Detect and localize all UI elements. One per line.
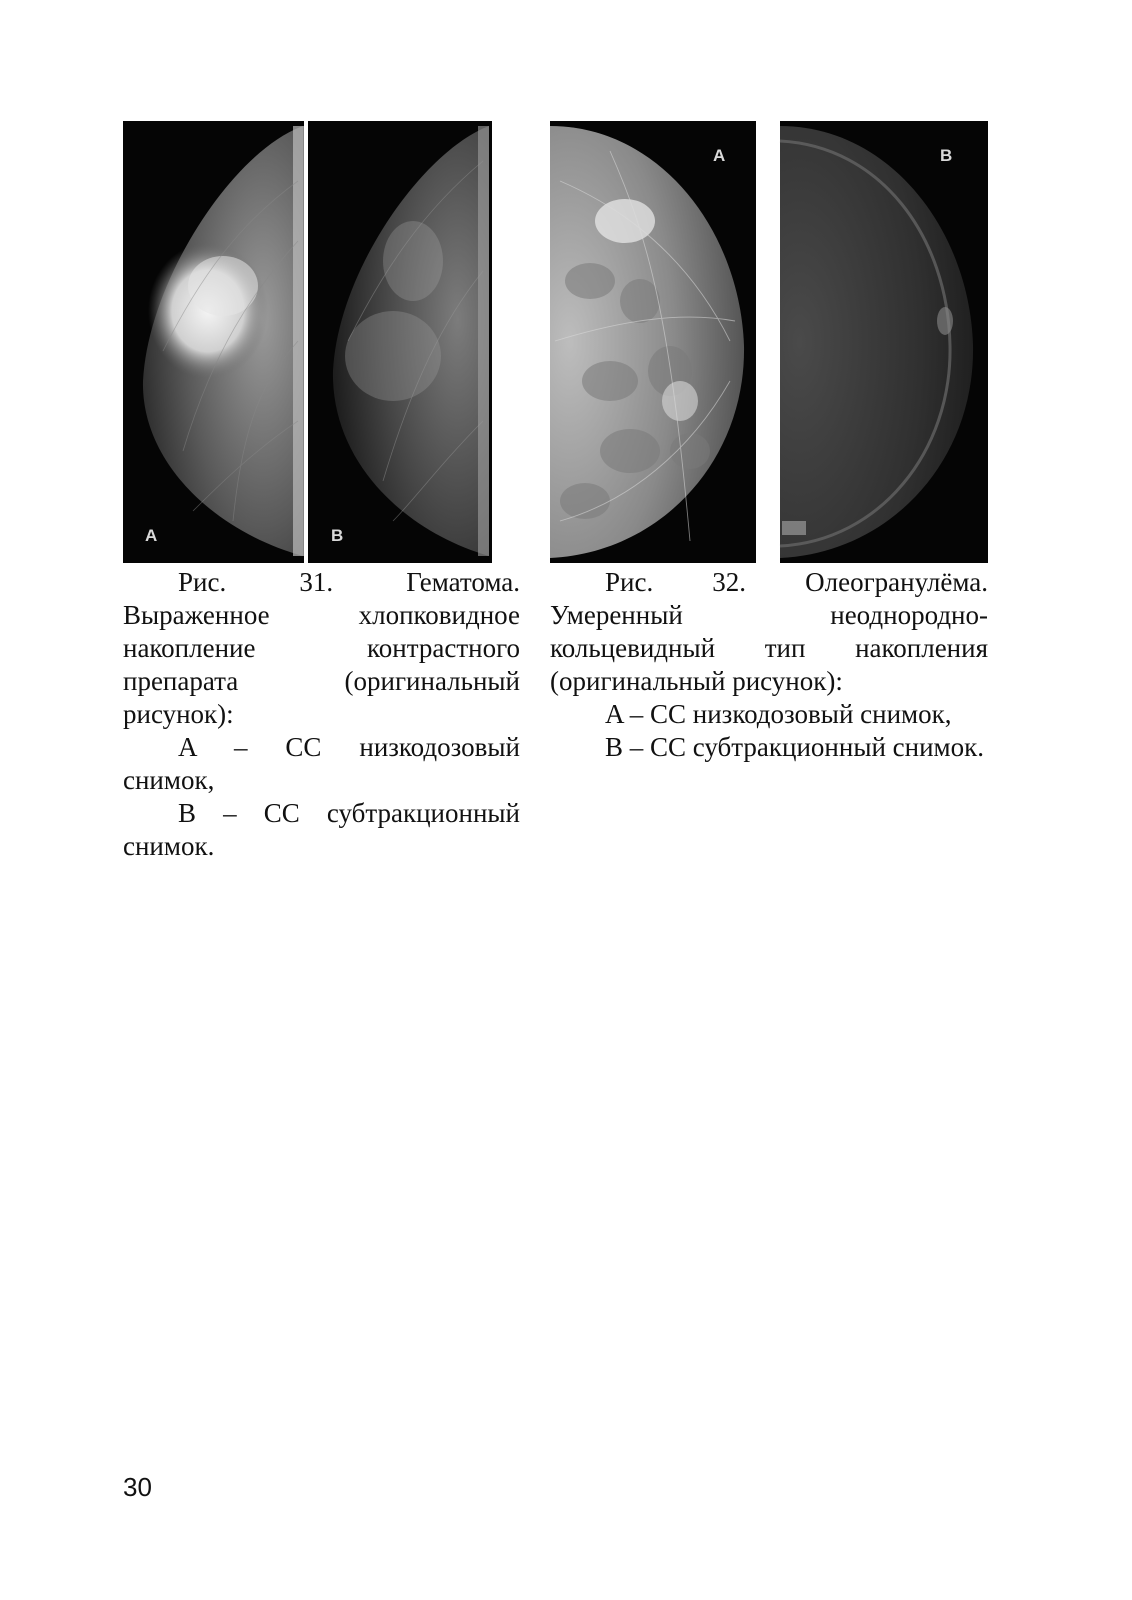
- figure-32-caption-title: Рис. 32. Олеогранулёма. Умеренный неоднородно-кольцевидный тип накопления (оригинальный рисунок):: [550, 567, 988, 696]
- figure-31-caption-a: A – CC низкодозовый снимок,: [123, 732, 520, 795]
- figure-31-mammograms: [123, 121, 492, 563]
- figure-32-image: [550, 121, 988, 563]
- figure-32-panel-b: [780, 121, 988, 563]
- figure-31-caption: [123, 566, 520, 863]
- figure-32-mammograms: [550, 121, 988, 563]
- figure-32-panel-b-letter: B: [940, 146, 953, 165]
- page-number: 30: [123, 1472, 152, 1502]
- figure-31-image: [123, 121, 492, 563]
- figure-31-panel-a: [123, 121, 304, 563]
- figure-31-panel-a-letter: A: [145, 526, 158, 545]
- figure-32-panel-a: [550, 121, 756, 563]
- figure-31-caption-b: B – CC субтракционный снимок.: [123, 798, 520, 861]
- panel-divider: [304, 121, 308, 563]
- figure-31-caption-title: Рис. 31. Гематома. Выраженное хлопковидное накопление контрастного препарата (оригинальный рисунок):: [123, 567, 520, 729]
- figure-31-panel-b-letter: B: [331, 526, 344, 545]
- figure-32-caption: [550, 566, 988, 764]
- figure-31-panel-b: [308, 121, 492, 563]
- panel-divider: [756, 121, 780, 563]
- figure-32-caption-a: A – CC низкодозовый снимок,: [605, 699, 952, 729]
- figure-32-panel-a-letter: A: [713, 146, 726, 165]
- figure-32-caption-b: B – CC субтракционный снимок.: [605, 732, 984, 762]
